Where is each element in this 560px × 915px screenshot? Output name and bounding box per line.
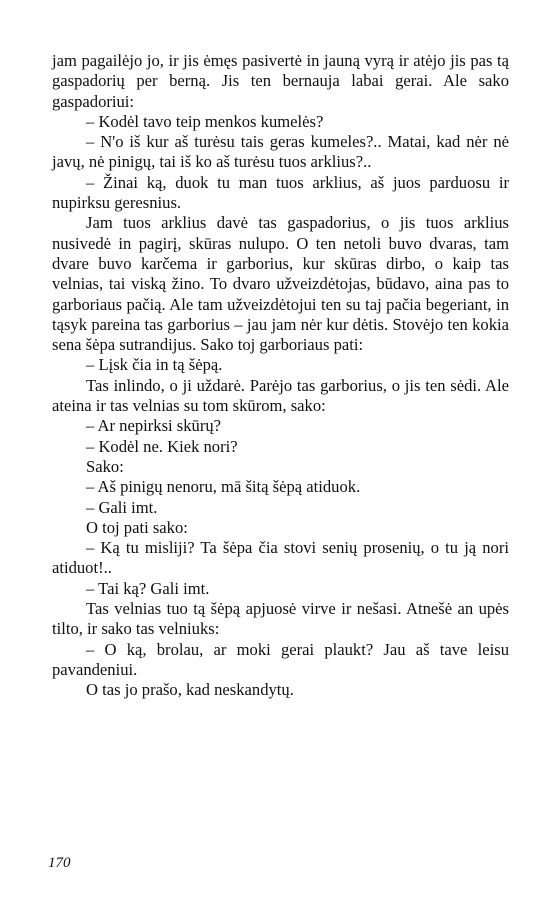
paragraph: – Kodėl ne. Kiek nori? <box>86 436 238 456</box>
paragraph: – N'o iš kur aš turėsu tais geras kumeles?.. Matai, kad nėr nė javų, nė pinigų, tai iš ko aš turėsu tuos arklius?.. <box>52 132 509 172</box>
paragraph: – Ką tu misliji? Ta šėpa čia stovi senių prosenių, o tu ją nori atiduot!.. <box>52 538 509 578</box>
paragraph: Jam tuos arklius davė tas gaspadorius, o jis tuos arklius nusivedė in pagirį, skūras nulupo. O ten netoli buvo dvaras, tam dvare buvo karčema ir garborius, kur skūras dirbo, o kaip tas velnias, tai viską žino. To dvaro užveizdėtojas, būdavo, aina pas to garboriaus pačią. Ale tam užveizdėtojui ten su taj pačia begeriant, in tąsyk pareina tas garborius – jau jam nėr kur dėtis. Stovėjo ten kokia sena šėpa sutrandijus. Sako toj garboriaus pati: <box>52 213 509 355</box>
paragraph: – Gali imt. <box>86 497 158 517</box>
paragraph: – Kodėl tavo teip menkos kumelės? <box>86 111 324 131</box>
paragraph: O toj pati sako: <box>86 517 188 537</box>
paragraph: – Lįsk čia in tą šėpą. <box>86 355 223 375</box>
paragraph: – Tai ką? Gali imt. <box>86 578 210 598</box>
paragraph: Tas velnias tuo tą šėpą apjuosė virve ir nešasi. Atnešė an upės tilto, ir sako tas velniuks: <box>52 599 509 639</box>
paragraph: jam pagailėjo jo, ir jis ėmęs pasivertė in jauną vyrą ir atėjo jis pas tą gaspadorių per berną. Jis ten bernauja labai gerai. Ale sako gaspadoriui: <box>52 51 509 111</box>
paragraph: – O ką, brolau, ar moki gerai plaukt? Jau aš tave leisu pavandeniui. <box>52 639 509 679</box>
paragraph: Tas inlindo, o ji uždarė. Parėjo tas garborius, o jis ten sėdi. Ale ateina ir tas velnias su tom skūrom, sako: <box>52 375 509 416</box>
paragraph: – Ar nepirksi skūrų? <box>86 416 222 436</box>
paragraph: O tas jo prašo, kad neskandytų. <box>86 680 294 700</box>
body-text <box>52 51 509 701</box>
paragraph: – Žinai ką, duok tu man tuos arklius, aš juos parduosu ir nupirksu geresnius. <box>52 172 509 213</box>
page-number: 170 <box>48 855 71 871</box>
paragraph: – Aš pinigų nenoru, mā šitą šėpą atiduok. <box>86 477 361 497</box>
paragraph: Sako: <box>86 456 124 476</box>
